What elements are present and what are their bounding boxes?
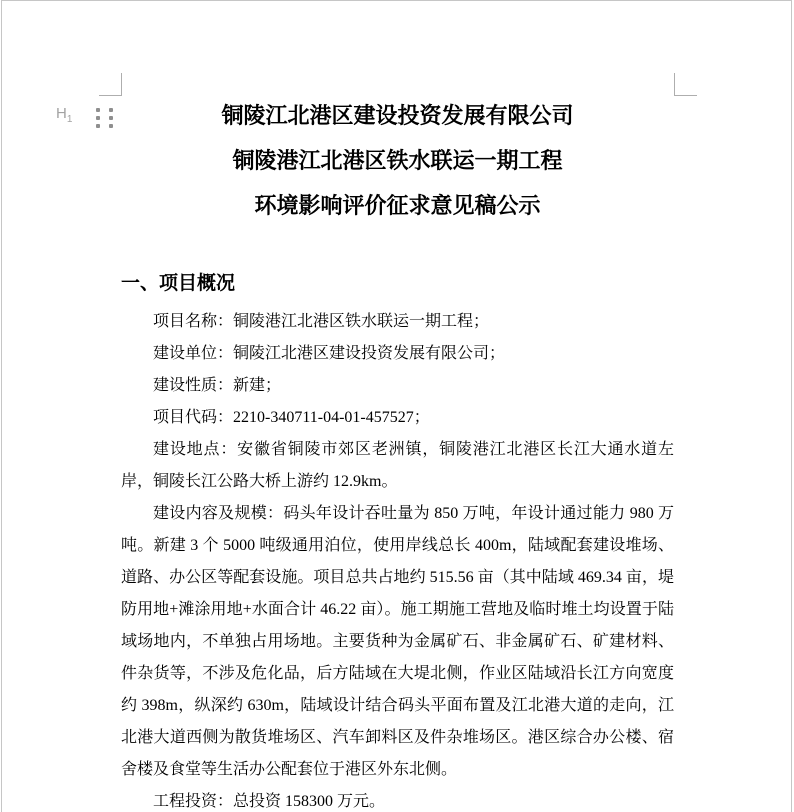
drag-handle-dot — [96, 116, 100, 120]
drag-handle-dot — [109, 124, 113, 128]
doc-title-line-2: 铜陵港江北港区铁水联运一期工程 — [232, 148, 563, 173]
paragraph-construction-scale: 建设内容及规模：码头年设计吞吐量为 850 万吨，年设计通过能力 980 万吨。新建 3 个 5000 吨级通用泊位，使用岸线总长 400m，陆域配套建设堆场、道路、办公区等配套设施。项目总共占地约 515.56 亩（其中陆域 469.34 亩，堤防用地+滩涂用地+水面合计 46.22 亩）。施工期施工营地及临时堆土均设置于陆域场地内，不单独占用场地。主要货种为金属矿石、非金属矿石、矿建材料、件杂货等，不涉及危化品，后方陆域在大堤北侧，作业区陆域沿长江方向宽度约 398m，纵深约 630m，陆域设计结合码头平面布置及江北港大道的走向，江北港大道西侧为散货堆场区、汽车卸料区及件杂堆场区。港区综合办公楼、宿舍楼及食堂等生活办公配套位于港区外东北侧。 — [121, 505, 674, 778]
margin-corner-topleft-mark — [99, 73, 122, 96]
drag-handle-dot — [96, 108, 100, 112]
drag-handle-icon[interactable] — [96, 108, 113, 128]
section-heading-project-overview: 一、项目概况 — [121, 273, 236, 294]
doc-title-line-1: 铜陵江北港区建设投资发展有限公司 — [221, 103, 574, 128]
heading-badge-level: 1 — [66, 114, 73, 125]
paragraph-construction-nature: 建设性质：新建； — [153, 377, 282, 394]
drag-handle-dot — [96, 124, 100, 128]
drag-handle-dot — [109, 116, 113, 120]
paragraph-construction-site: 建设地点：安徽省铜陵市郊区老洲镇，铜陵港江北港区长江大通水道左岸，铜陵长江公路大桥上游约 12.9km。 — [121, 441, 674, 490]
paragraph-project-name: 项目名称：铜陵港江北港区铁水联运一期工程； — [153, 313, 490, 330]
heading-badge-letter: H — [56, 105, 67, 122]
heading-level-badge — [56, 105, 72, 129]
document-page — [1, 0, 792, 812]
paragraph-project-investment: 工程投资：总投资 158300 万元。 — [153, 793, 386, 810]
paragraph-construction-unit: 建设单位：铜陵江北港区建设投资发展有限公司； — [153, 345, 506, 362]
margin-corner-topright-mark — [674, 73, 697, 96]
drag-handle-dot — [109, 108, 113, 112]
document-body — [121, 306, 674, 812]
paragraph-project-code: 项目代码：2210-340711-04-01-457527； — [153, 409, 430, 426]
doc-title-line-3: 环境影响评价征求意见稿公示 — [254, 193, 541, 218]
document-title-block — [121, 93, 674, 228]
